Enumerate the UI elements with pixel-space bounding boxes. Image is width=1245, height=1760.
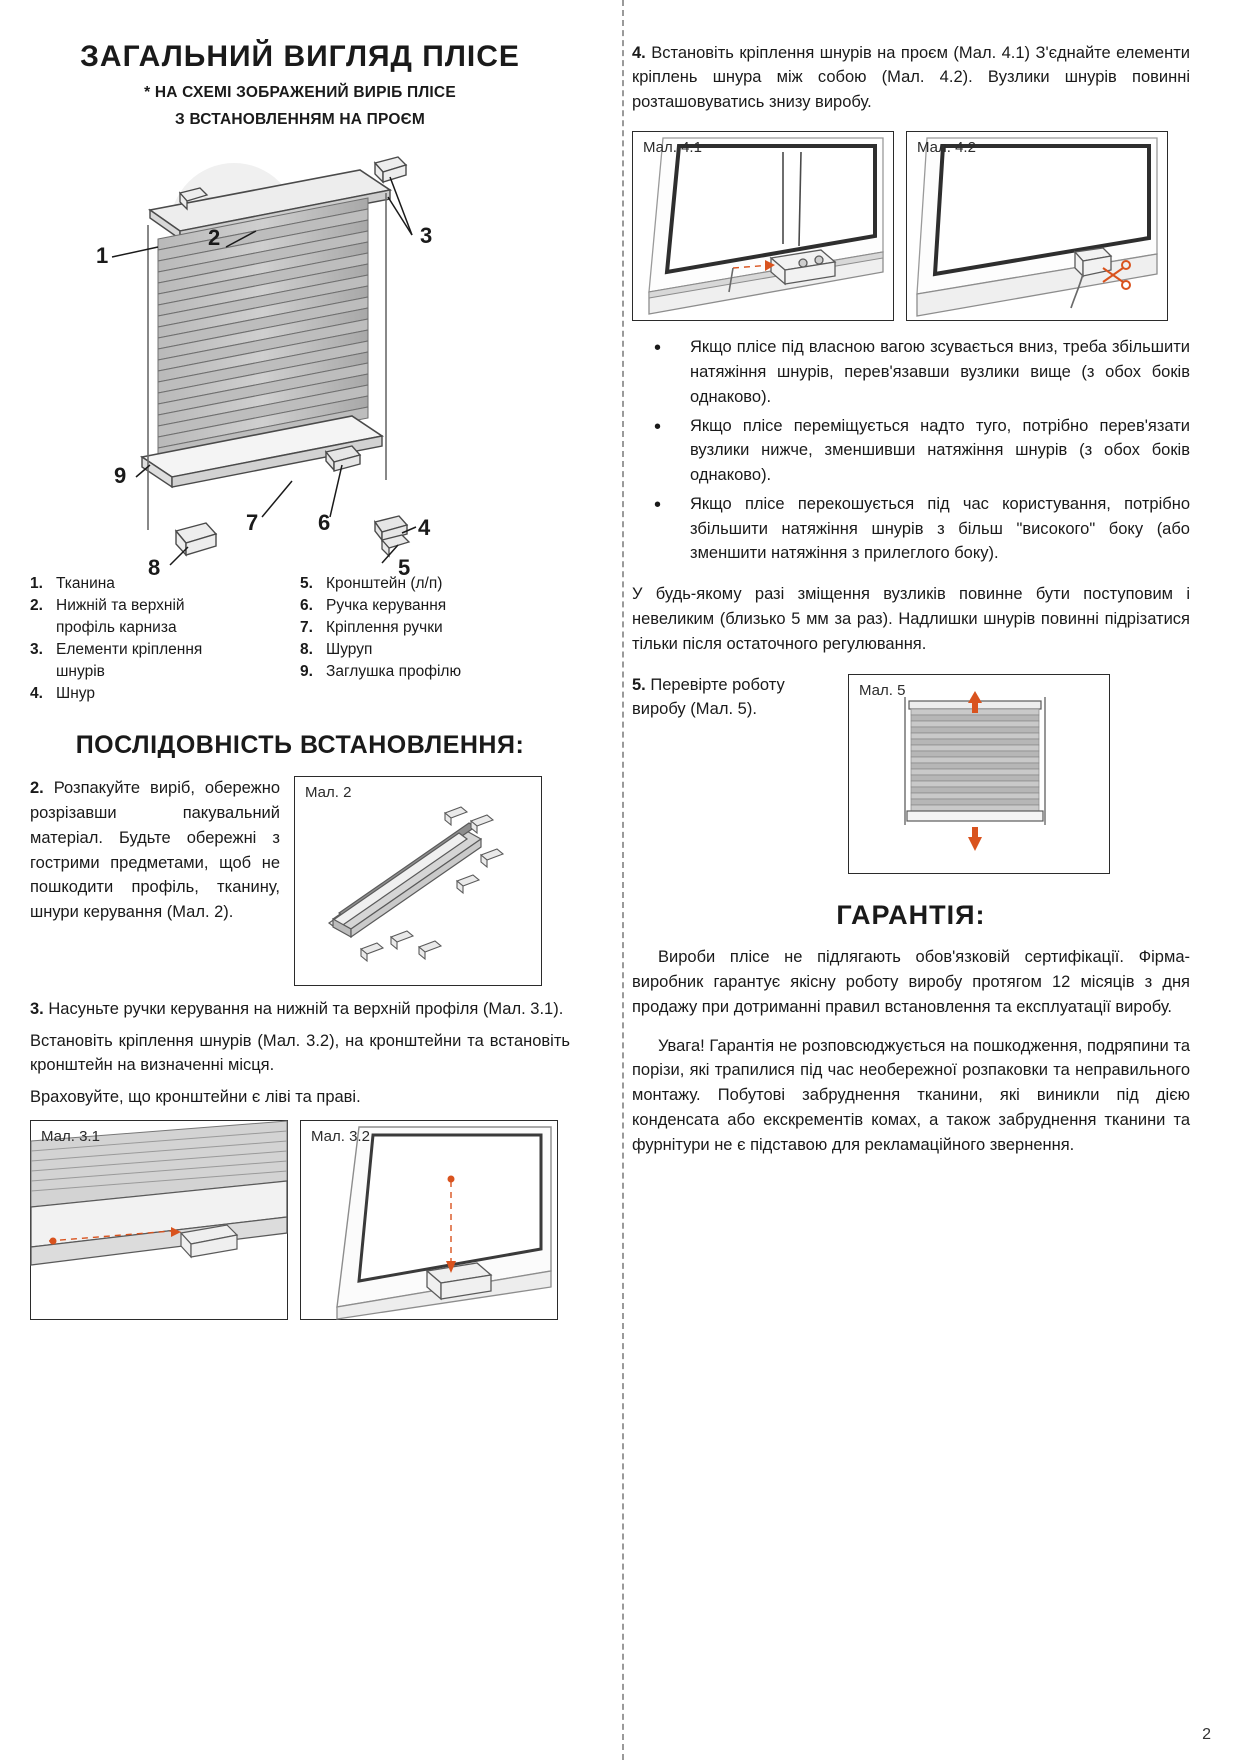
- step-3-number: 3.: [30, 1000, 44, 1019]
- installation-section-title: ПОСЛІДОВНІСТЬ ВСТАНОВЛЕННЯ:: [75, 731, 525, 760]
- figure-4-2-label: Мал. 4.2: [917, 139, 976, 157]
- figure-2: [294, 776, 542, 986]
- legend-item: [300, 639, 560, 661]
- step-4-text: Встановіть кріплення шнурів на проєм (Мал. 4.1) З'єднайте елементи кріплень шнура між собою (Мал. 4.2). Вузлики шнурів повинні розташовуватись знизу виробу.: [632, 43, 1190, 111]
- legend-item: [300, 661, 560, 683]
- legend-item-label: Заглушка профілю: [326, 663, 462, 681]
- legend-item-label: Кріплення ручки: [326, 619, 443, 637]
- figure-4-1-label: Мал. 4.1: [643, 139, 702, 157]
- legend-item-number: 6.: [300, 597, 313, 615]
- warranty-title: ГАРАНТІЯ:: [836, 900, 986, 931]
- legend: [30, 573, 570, 705]
- legend-item-label: Тканина: [56, 575, 115, 593]
- figure-4-1: [632, 131, 894, 321]
- legend-item-number: 1.: [30, 575, 43, 593]
- page-subtitle-line-1: * НА СХЕМІ ЗОБРАЖЕНИЙ ВИРІБ ПЛІСЕ: [144, 83, 456, 101]
- svg-text:3: 3: [420, 223, 433, 249]
- left-column: [30, 24, 590, 1740]
- step-5-text: Перевірте роботу виробу (Мал. 5).: [632, 676, 785, 719]
- right-column: [590, 24, 1190, 1740]
- figure-5: [848, 674, 1110, 874]
- bullet-item: • Якщо плісе переміщується надто туго, потрібно перев'язати вузлики нижче, зменшивши натяжіння шнурів (з обох боків однаково).: [632, 414, 1190, 488]
- figures-3-row: [30, 1120, 570, 1320]
- svg-text:6: 6: [318, 510, 331, 536]
- step-4-block: [632, 41, 1190, 115]
- legend-item-label: Елементи кріплення: [56, 641, 203, 659]
- legend-item-number: 2.: [30, 597, 43, 615]
- legend-item: [30, 683, 280, 705]
- step-5-text-wrap: [632, 674, 832, 722]
- legend-item-label: Шнур: [56, 685, 95, 703]
- step-2-text-wrap: [30, 776, 280, 925]
- warranty-paragraph-2: Увага! Гарантія не розповсюджується на пошкодження, подряпини та порізи, які трапилися під час необережної розпаковки та неправильного монтажу. Побутові забруднення тканини, які виникли під дією конденсата або екскрементів комах, а також забруднення тканини та фурнітури не є підставою для рекламаційного звернення.: [632, 1036, 1190, 1154]
- legend-item-continuation: профіль карниза: [56, 619, 177, 637]
- figure-4-2-illustration: [907, 132, 1167, 320]
- svg-text:2: 2: [208, 225, 221, 251]
- legend-item: [30, 595, 280, 617]
- legend-item-continuation: шнурів: [56, 663, 105, 681]
- legend-item: [300, 617, 560, 639]
- legend-item-number: 9.: [300, 663, 313, 681]
- legend-item-number: 4.: [30, 685, 43, 703]
- figure-2-illustration: [295, 777, 541, 985]
- svg-text:7: 7: [246, 510, 259, 536]
- figures-4-row: [632, 131, 1190, 321]
- legend-item-number: 7.: [300, 619, 313, 637]
- figure-3-2: [300, 1120, 558, 1320]
- legend-item-label: Кронштейн (л/п): [326, 575, 443, 593]
- legend-column-1: [30, 573, 280, 705]
- step-5-block: [632, 674, 1190, 874]
- step-3-text-3: Враховуйте, що кронштейни є ліві та праві.: [30, 1088, 361, 1107]
- legend-item-number: 8.: [300, 641, 313, 659]
- step-4-number: 4.: [632, 43, 646, 62]
- svg-text:1: 1: [96, 243, 109, 269]
- page-title: ЗАГАЛЬНИЙ ВИГЛЯД ПЛІСЕ: [80, 40, 520, 73]
- adjustment-note: У будь-якому разі зміщення вузликів повинне бути поступовим і невеликим (близько 5 мм за раз). Надлишки шнурів повинні підрізатися тільки після остаточного регулювання.: [632, 585, 1190, 653]
- figure-2-label: Мал. 2: [305, 784, 352, 802]
- figure-4-1-illustration: [633, 132, 893, 320]
- step-5-number: 5.: [632, 676, 646, 695]
- page-number: 2: [1202, 1726, 1211, 1743]
- svg-text:8: 8: [148, 555, 161, 581]
- legend-column-2: [300, 573, 560, 705]
- figure-3-1: [30, 1120, 288, 1320]
- step-2-text: Розпакуйте виріб, обережно розрізавши пакувальний матеріал. Будьте обережні з гострими предметами, щоб не пошкодити профіль, тканину, шнури керування (Мал. 2).: [30, 779, 280, 921]
- legend-item-label: Ручка керування: [326, 597, 447, 615]
- legend-item-label: Нижній та верхній: [56, 597, 185, 615]
- legend-item-number: 5.: [300, 575, 313, 593]
- warranty-paragraph-1: Вироби плісе не підлягають обов'язковій сертифікації. Фірма-виробник гарантує якісну роботу виробу протягом 12 місяців з дня продажу при дотриманні правил встановлення та експлуатації виробу.: [632, 948, 1190, 1016]
- figure-5-label: Мал. 5: [859, 682, 906, 700]
- svg-text:9: 9: [114, 463, 127, 489]
- step-3-text-2: Встановіть кріплення шнурів (Мал. 3.2), на кронштейни та встановіть кронштейн на визначенні місця.: [30, 1032, 570, 1075]
- legend-item: [300, 595, 560, 617]
- step-2-block: [30, 776, 570, 986]
- figure-3-2-illustration: [301, 1121, 557, 1319]
- page-subtitle-line-2: З ВСТАНОВЛЕННЯМ НА ПРОЄМ: [175, 110, 425, 128]
- figure-4-2: [906, 131, 1168, 321]
- page-divider: [622, 0, 624, 1760]
- legend-item-number: 3.: [30, 641, 43, 659]
- step-3-text: Насуньте ручки керування на нижній та верхній профіля (Мал. 3.1).: [48, 1000, 564, 1019]
- figure-5-illustration: [849, 675, 1109, 873]
- figure-3-1-label: Мал. 3.1: [41, 1127, 100, 1145]
- legend-item-label: Шуруп: [326, 641, 373, 659]
- legend-item: [300, 573, 560, 595]
- step-2-number: 2.: [30, 779, 44, 798]
- step-3-block: [30, 998, 570, 1022]
- figure-3-1-illustration: [31, 1121, 287, 1319]
- bullet-item: • Якщо плісе під власною вагою зсувається вниз, треба збільшити натяжіння шнурів, перев'язавши вузлики вище (з обох боків однаково).: [632, 335, 1190, 409]
- svg-text:4: 4: [418, 515, 431, 541]
- figure-3-2-label: Мал. 3.2: [311, 1127, 370, 1145]
- bullet-item: • Якщо плісе перекошується під час користування, потрібно збільшити натяжіння шнурів з більш "високого" боку (або зменшити натяжіння з прилеглого боку).: [632, 492, 1190, 566]
- down-arrow-icon: [968, 827, 982, 851]
- svg-text:5: 5: [398, 555, 411, 581]
- adjustment-bullets: [632, 335, 1190, 566]
- legend-item: [30, 639, 280, 661]
- overview-diagram: [30, 135, 570, 581]
- pleated-blind-illustration: [30, 135, 570, 581]
